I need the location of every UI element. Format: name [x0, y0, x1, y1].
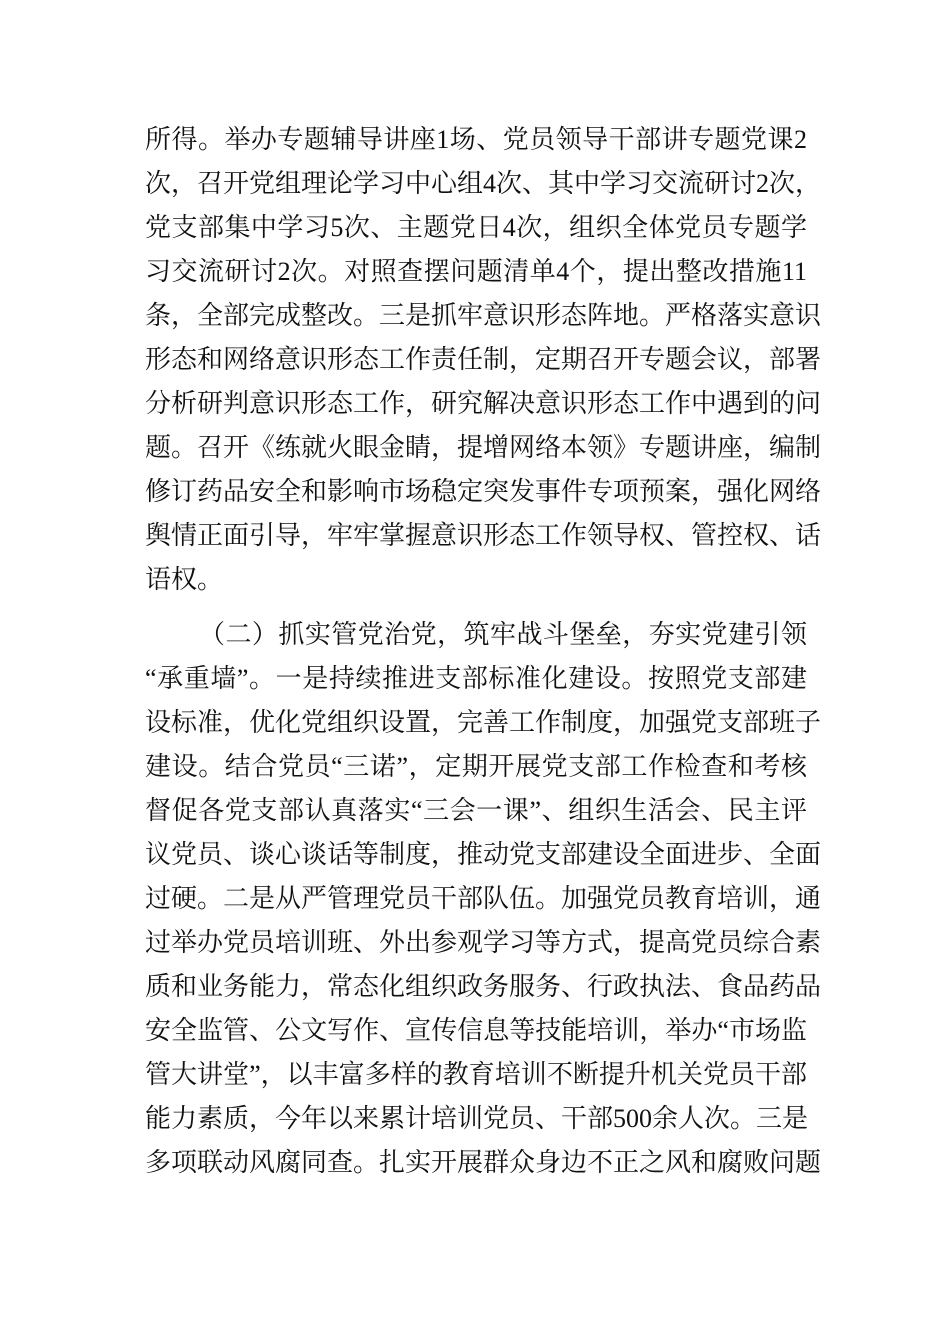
text-line: 题。召开《练就火眼金睛，提增网络本领》专题讲座，编制 [145, 433, 822, 462]
text-line: 次，召开党组理论学习中心组4次、其中学习交流研讨2次， [145, 169, 822, 198]
text-line: 党支部集中学习5次、主题党日4次，组织全体党员专题学 [145, 213, 807, 242]
text-line: 形态和网络意识形态工作责任制，定期召开专题会议，部署 [145, 345, 822, 374]
text-line: 议党员、谈心谈话等制度，推动党支部建设全面进步、全面 [145, 840, 822, 869]
text-line: “承重墙”。一是持续推进支部标准化建设。按照党支部建 [145, 664, 807, 693]
paragraph-party-management [145, 613, 822, 1185]
text-line: 舆情正面引导，牢牢掌握意识形态工作领导权、管控权、话 [145, 521, 822, 550]
text-line: 督促各党支部认真落实“三会一课”、组织生活会、民主评 [145, 796, 807, 825]
document-page [145, 118, 822, 1185]
paragraph-ideology [145, 118, 822, 602]
text-line: 能力素质，今年以来累计培训党员、干部500余人次。三是 [145, 1104, 809, 1133]
text-line: 习交流研讨2次。对照查摆问题清单4个，提出整改措施11 [145, 257, 807, 286]
text-line: 语权。 [145, 565, 224, 594]
text-line: 过硬。二是从严管理党员干部队伍。加强党员教育培训，通 [145, 884, 822, 913]
text-line: 条，全部完成整改。三是抓牢意识形态阵地。严格落实意识 [145, 301, 822, 330]
text-line: 修订药品安全和影响市场稳定突发事件专项预案，强化网络 [145, 477, 822, 506]
section-heading-line: （二）抓实管党治党，筑牢战斗堡垒，夯实党建引领 [199, 620, 807, 649]
text-line: 设标准，优化党组织设置，完善工作制度，加强党支部班子 [145, 708, 822, 737]
text-line: 分析研判意识形态工作，研究解决意识形态工作中遇到的问 [145, 389, 822, 418]
text-line: 建设。结合党员“三诺”，定期开展党支部工作检查和考核 [145, 752, 807, 781]
text-line: 安全监管、公文写作、宣传信息等技能培训，举办“市场监 [145, 1016, 807, 1045]
text-line: 多项联动风腐同查。扎实开展群众身边不正之风和腐败问题 [145, 1148, 822, 1177]
text-line: 过举办党员培训班、外出参观学习等方式，提高党员综合素 [145, 928, 822, 957]
text-line: 质和业务能力，常态化组织政务服务、行政执法、食品药品 [145, 972, 822, 1001]
text-line: 所得。举办专题辅导讲座1场、党员领导干部讲专题党课2 [145, 125, 807, 154]
text-line: 管大讲堂”，以丰富多样的教育培训不断提升机关党员干部 [145, 1060, 807, 1089]
